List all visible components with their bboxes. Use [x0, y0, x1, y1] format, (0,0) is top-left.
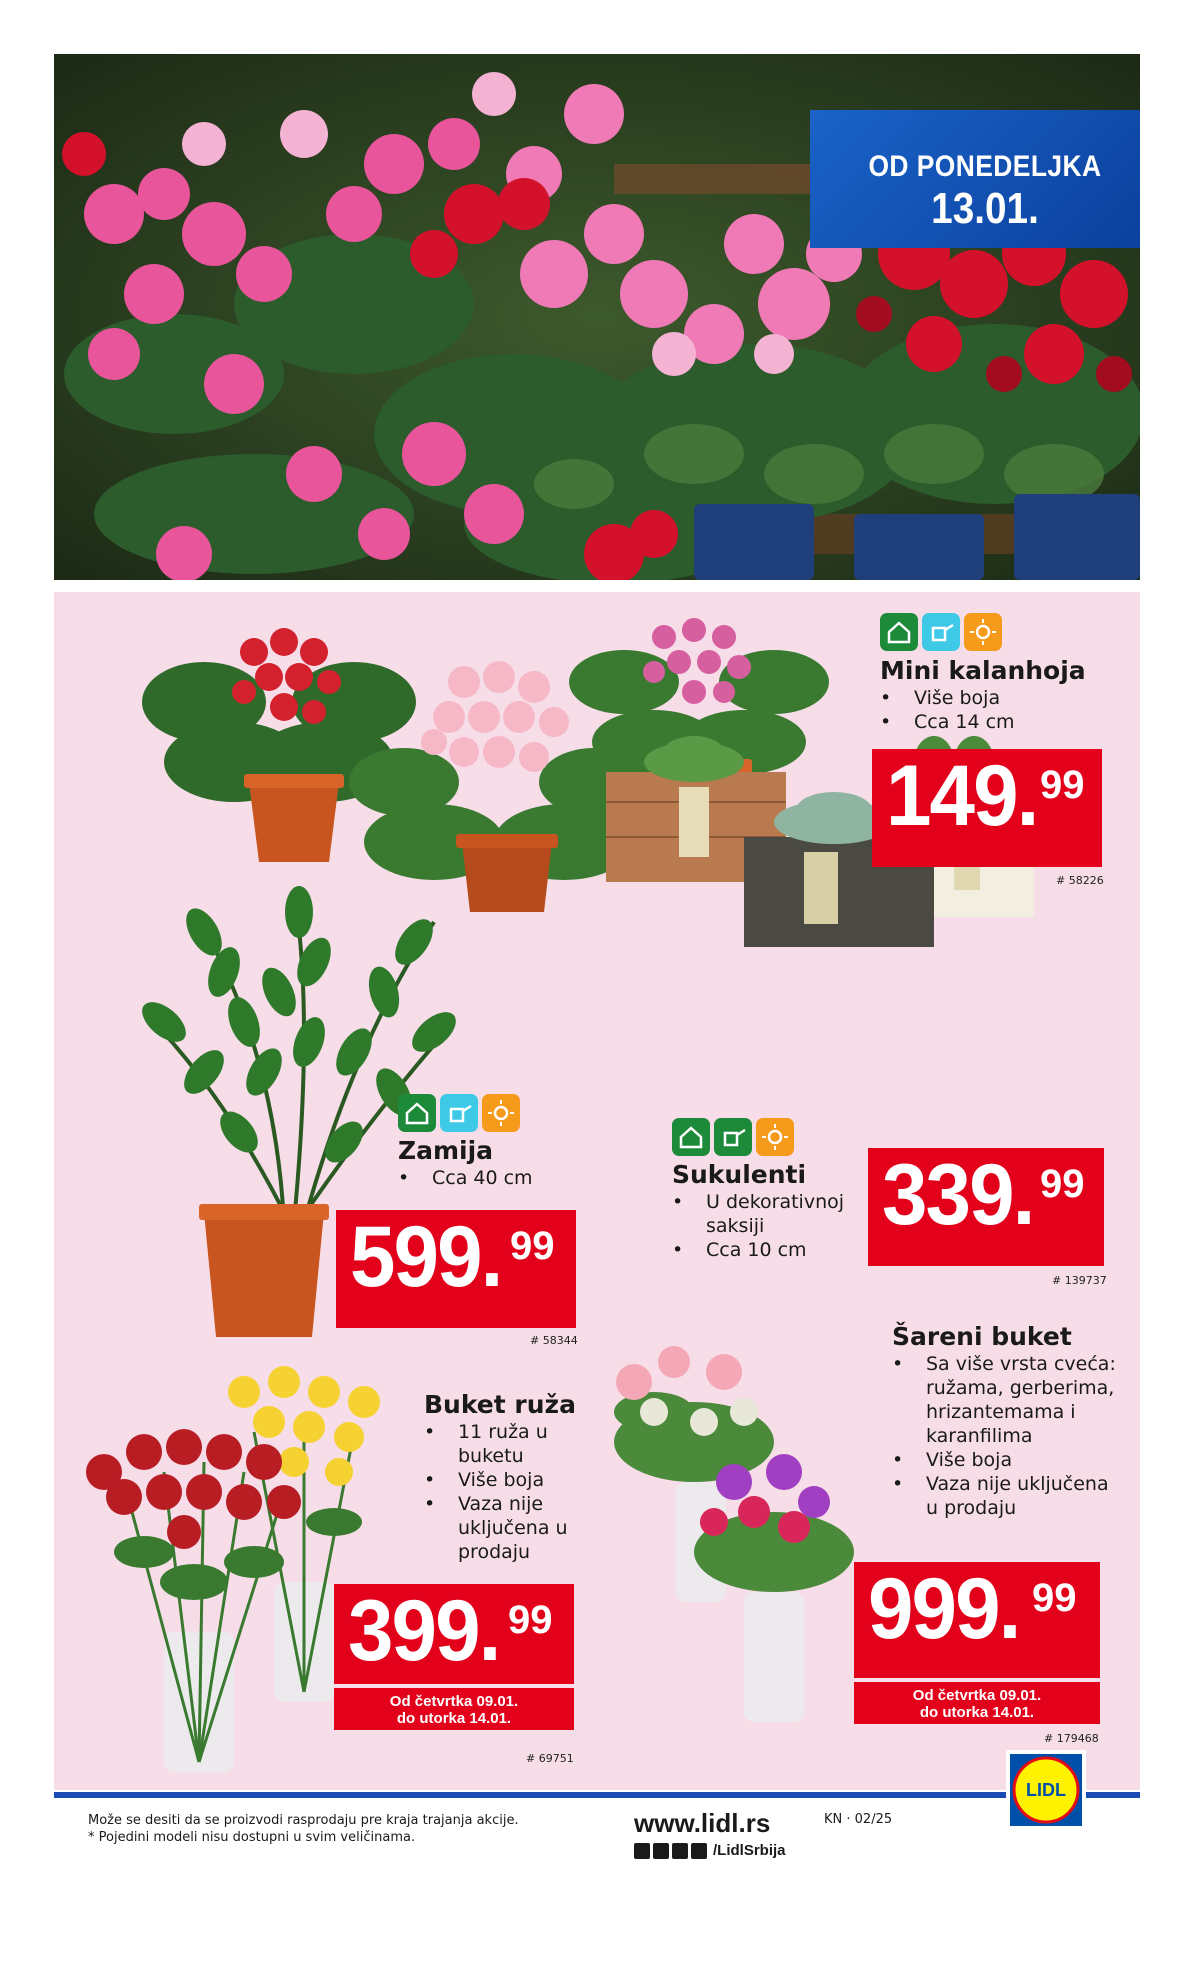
kalanhoja-code: # 58226: [1056, 874, 1104, 887]
sun-icon: [482, 1094, 520, 1132]
start-date-value: 13.01.: [931, 184, 1039, 233]
watering-can-icon: [440, 1094, 478, 1132]
sukulenti-price: 339. 99: [868, 1148, 1104, 1266]
facebook-icon[interactable]: [634, 1843, 650, 1859]
price-cents: 99: [1040, 1162, 1085, 1206]
buket-ruza-code: # 69751: [526, 1752, 574, 1765]
validity-line: Od četvrtka 09.01.: [389, 1693, 519, 1710]
price-main: 339: [882, 1147, 1013, 1243]
price-main: 399: [348, 1583, 479, 1679]
lidl-logo-mark: [1006, 1750, 1086, 1830]
bullet: • 11 ruža u buketu: [424, 1420, 574, 1468]
disclaimer-line: Može se desiti da se proizvodi rasprodaju pre kraja trajanja akcije.: [88, 1813, 519, 1828]
sareni-buket-bullets: [892, 1352, 1122, 1520]
indoor-house-icon: [672, 1118, 710, 1156]
bullet: • Više boja: [880, 686, 1120, 710]
bullet: • Cca 10 cm: [672, 1238, 848, 1262]
bullet: • U dekorativnoj saksiji: [672, 1190, 848, 1238]
kalanhoja-price: 149. 99: [872, 749, 1102, 867]
bullet: • Cca 14 cm: [880, 710, 1120, 734]
price-cents: 99: [508, 1598, 553, 1642]
footer-divider: [54, 1792, 1140, 1798]
youtube-icon[interactable]: [672, 1843, 688, 1859]
sukulenti-title: Sukulenti: [672, 1160, 807, 1189]
sukulenti-care-icons: [672, 1118, 794, 1156]
price-cents: 99: [1032, 1576, 1077, 1620]
hero-image: [54, 54, 1140, 580]
zamija-title: Zamija: [398, 1136, 494, 1165]
validity-line: do utorka 14.01.: [396, 1710, 512, 1727]
lidl-logo-text: LIDL: [1026, 1780, 1066, 1800]
buket-ruza-price: 399. 99: [334, 1584, 574, 1684]
validity-line: Od četvrtka 09.01.: [912, 1687, 1042, 1704]
buket-ruza-bullets: [424, 1420, 574, 1564]
zamija-bullets: [398, 1166, 598, 1190]
sareni-buket-title: Šareni buket: [892, 1322, 1072, 1351]
disclaimer: [88, 1812, 519, 1846]
bullet: • Više boja: [892, 1448, 1122, 1472]
start-date-badge: [810, 110, 1140, 248]
price-cents: 99: [1040, 763, 1085, 807]
bullet: • Vaza nije uključena u prodaju: [424, 1492, 574, 1564]
sukulenti-code: # 139737: [1052, 1274, 1107, 1287]
indoor-house-icon: [398, 1094, 436, 1132]
price-main: 999: [868, 1561, 999, 1657]
watering-can-icon: [714, 1118, 752, 1156]
instagram-icon[interactable]: [653, 1843, 669, 1859]
sareni-buket-validity: [854, 1682, 1100, 1724]
social-handle[interactable]: /LidlSrbija: [713, 1842, 786, 1859]
zamija-price: 599. 99: [336, 1210, 576, 1328]
disclaimer-line: * Pojedini modeli nisu dostupni u svim veličinama.: [88, 1830, 416, 1845]
watering-can-icon: [922, 613, 960, 651]
edition-code: KN · 02/25: [824, 1812, 893, 1827]
bullet: • Više boja: [424, 1468, 574, 1492]
products-panel: [54, 592, 1140, 1790]
zamija-code: # 58344: [530, 1334, 578, 1347]
tiktok-icon[interactable]: [691, 1843, 707, 1859]
social-links: [634, 1842, 786, 1859]
kalanhoja-care-icons: [880, 613, 1002, 651]
website-link[interactable]: www.lidl.rs: [634, 1808, 771, 1838]
buket-ruza-validity: [334, 1688, 574, 1730]
kalanhoja-bullets: [880, 686, 1120, 734]
bullet: • Vaza nije uključena u prodaju: [892, 1472, 1122, 1520]
sukulenti-bullets: [672, 1190, 848, 1262]
zamija-care-icons: [398, 1094, 520, 1132]
sareni-buket-price: 999. 99: [854, 1562, 1100, 1678]
bullet: • Cca 40 cm: [398, 1166, 598, 1190]
kalanhoja-title: Mini kalanhoja: [880, 656, 1086, 685]
bullet: • Sa više vrsta cveća: ružama, gerberima, hrizantemama i karanfilima: [892, 1352, 1122, 1448]
sareni-buket-photo: [614, 1346, 854, 1722]
indoor-house-icon: [880, 613, 918, 651]
sun-icon: [756, 1118, 794, 1156]
buket-ruza-title: Buket ruža: [424, 1390, 576, 1419]
start-date-label: OD PONEDELJKA: [868, 150, 1102, 183]
price-cents: 99: [510, 1224, 555, 1268]
sareni-buket-code: # 179468: [1044, 1732, 1099, 1745]
validity-line: do utorka 14.01.: [919, 1704, 1035, 1721]
price-main: 599: [350, 1209, 481, 1305]
lidl-logo[interactable]: [1006, 1750, 1086, 1830]
sun-icon: [964, 613, 1002, 651]
price-main: 149: [886, 748, 1017, 844]
